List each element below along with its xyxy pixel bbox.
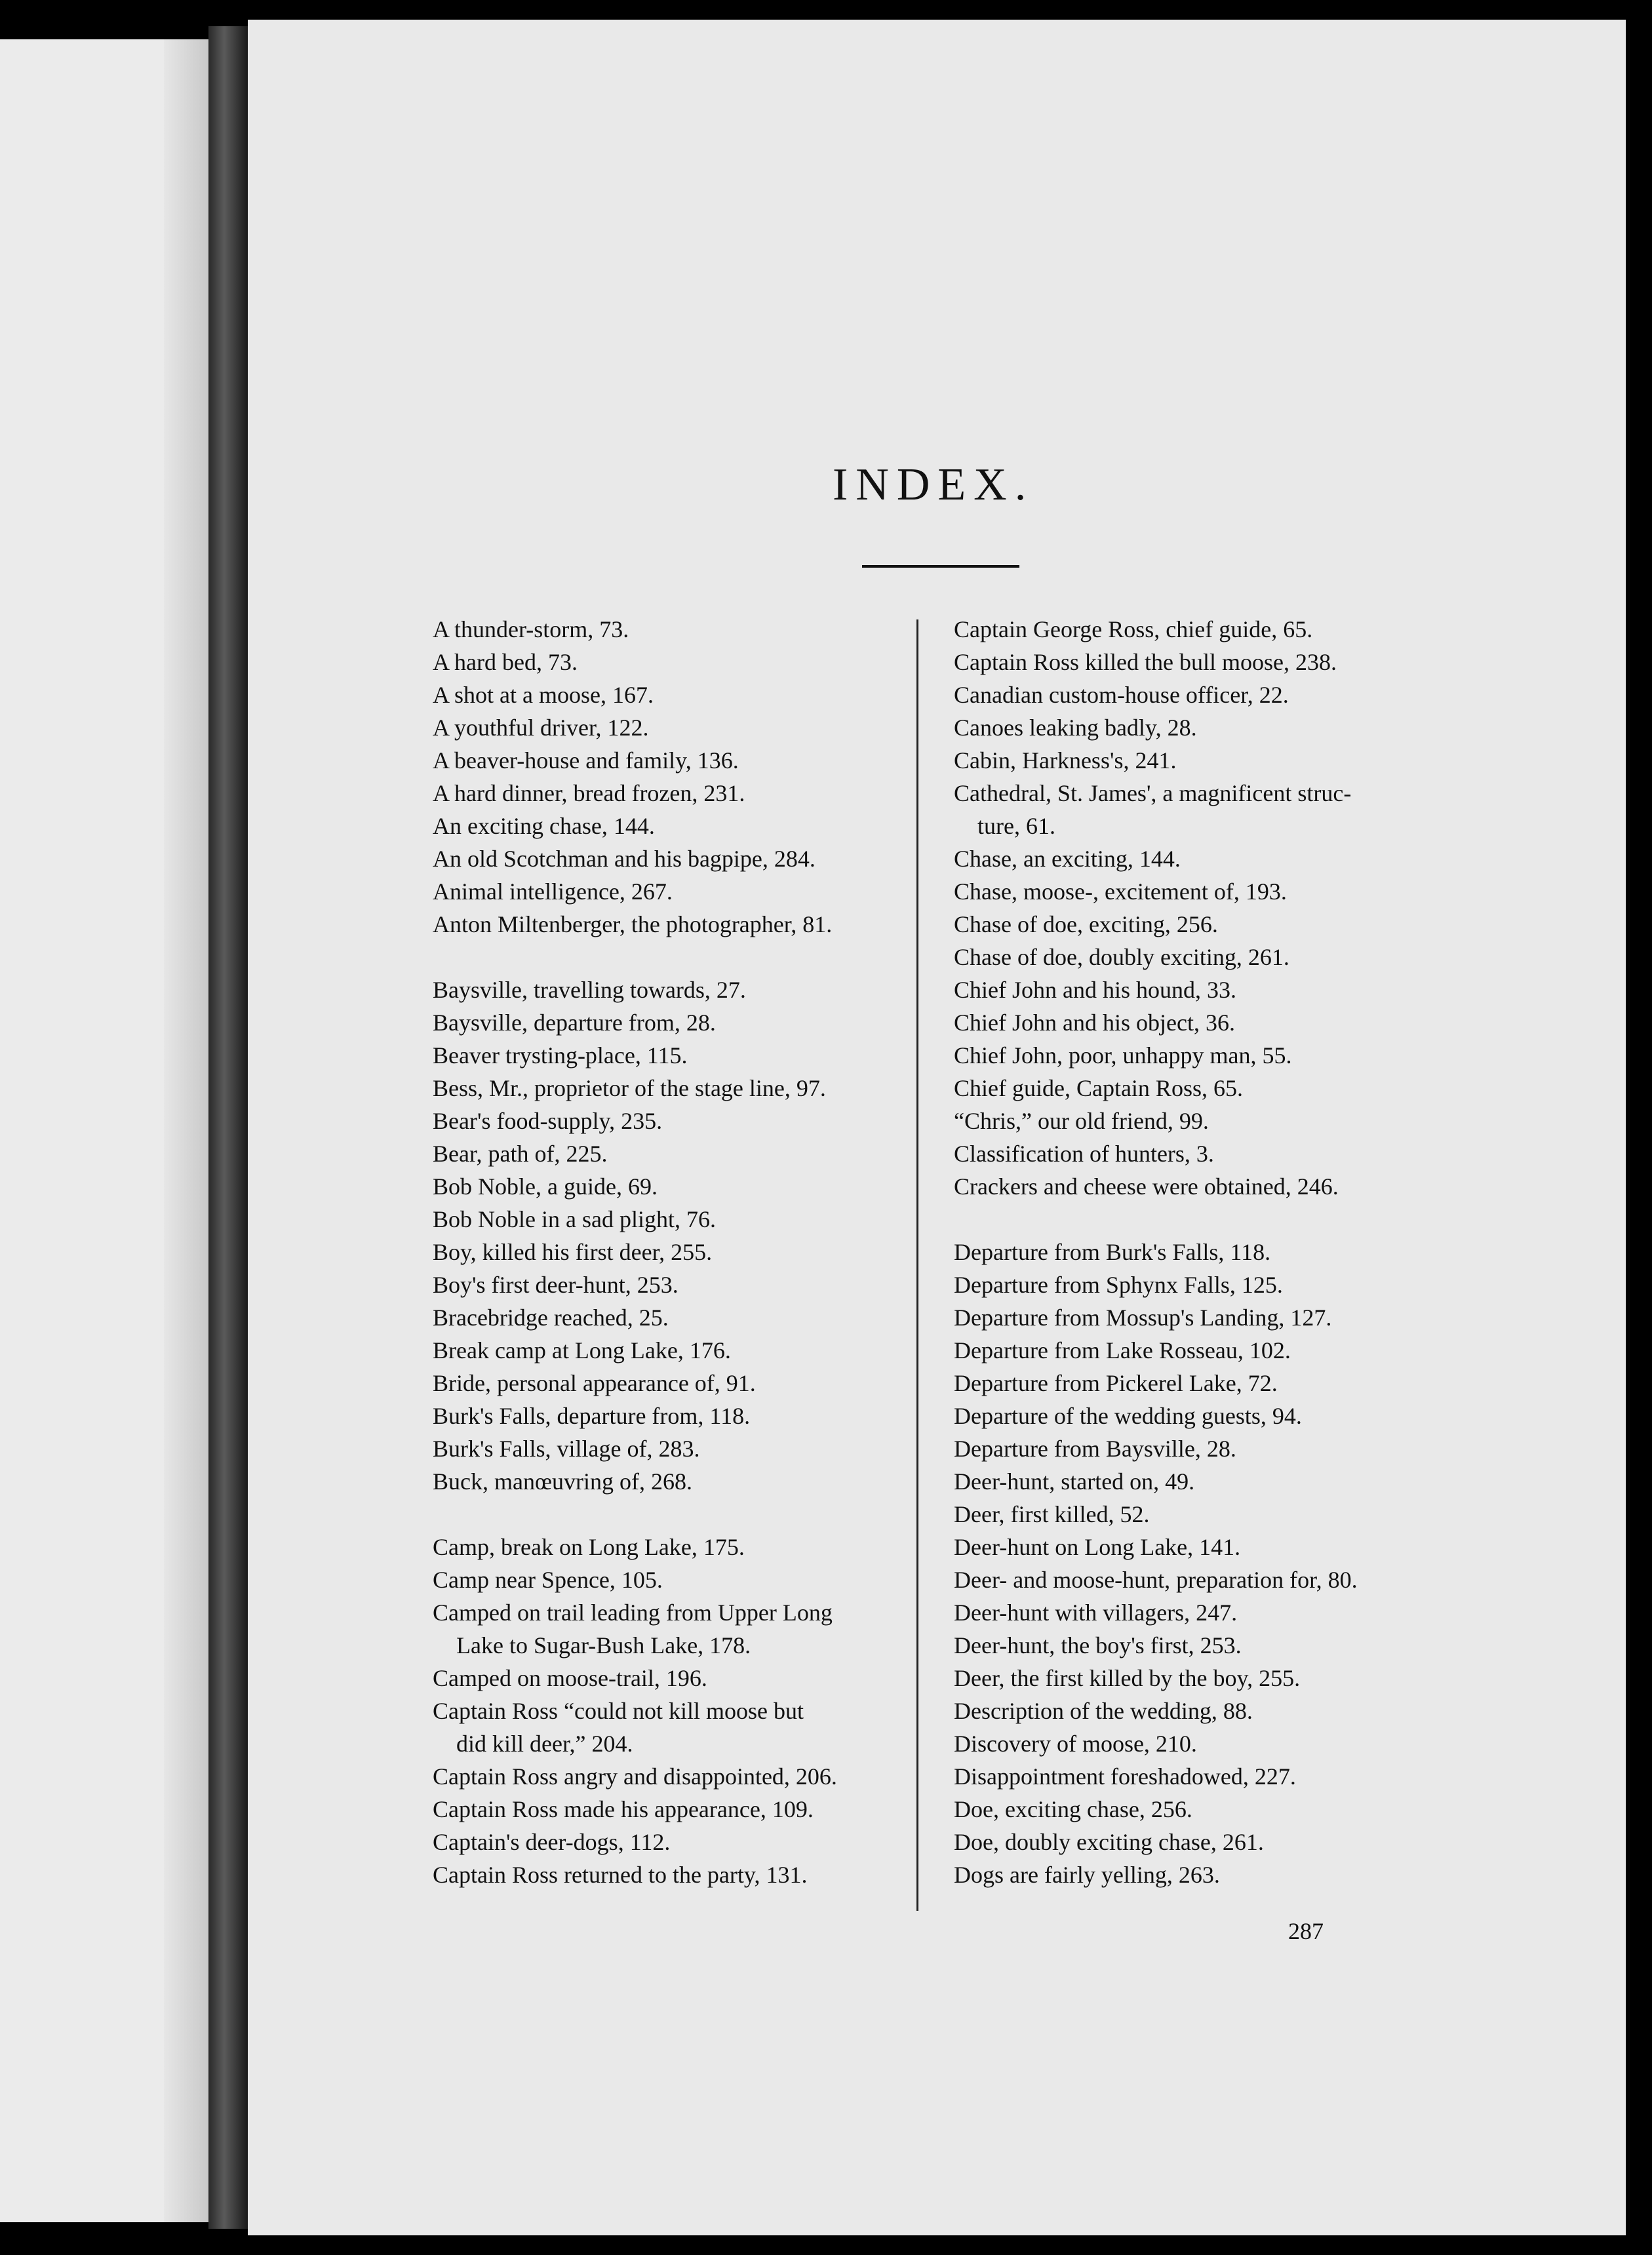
index-entry: Canoes leaking badly, 28.	[954, 715, 1197, 741]
index-entry: Bear's food-supply, 235.	[433, 1108, 663, 1134]
index-entry: Doe, doubly exciting chase, 261.	[954, 1829, 1264, 1855]
index-entry: Canadian custom-house officer, 22.	[954, 682, 1289, 708]
index-entry: Deer, first killed, 52.	[954, 1501, 1150, 1527]
index-entry: Crackers and cheese were obtained, 246.	[954, 1173, 1339, 1200]
index-entry: Description of the wedding, 88.	[954, 1698, 1253, 1724]
index-entry: Boy, killed his first deer, 255.	[433, 1239, 713, 1265]
index-entry: Doe, exciting chase, 256.	[954, 1796, 1192, 1822]
column-divider	[916, 619, 918, 1911]
index-column-left	[433, 613, 931, 1891]
index-entry: Departure from Sphynx Falls, 125.	[954, 1272, 1283, 1298]
index-entry: Cathedral, St. James', a magnificent struc-	[954, 780, 1352, 806]
index-entry: Dogs are fairly yelling, 263.	[954, 1862, 1220, 1888]
index-entry: Chase of doe, doubly exciting, 261.	[954, 944, 1289, 970]
index-entry: Chase, an exciting, 144.	[954, 846, 1181, 872]
index-entry: Classification of hunters, 3.	[954, 1141, 1214, 1167]
index-entry: Captain Ross made his appearance, 109.	[433, 1796, 814, 1822]
index-entry: Beaver trysting-place, 115.	[433, 1042, 688, 1069]
index-entry: Captain Ross “could not kill moose but	[433, 1698, 804, 1724]
index-entry: Anton Miltenberger, the photographer, 81.	[433, 911, 833, 937]
index-entry: Captain Ross angry and disappointed, 206.	[433, 1763, 837, 1790]
index-entry: An old Scotchman and his bagpipe, 284.	[433, 846, 816, 872]
index-entry: Deer- and moose-hunt, preparation for, 80.	[954, 1567, 1358, 1593]
index-entry: Animal intelligence, 267.	[433, 878, 673, 905]
index-entry: A youthful driver, 122.	[433, 715, 649, 741]
index-entry: Departure from Baysville, 28.	[954, 1436, 1236, 1462]
index-entry: Departure from Mossup's Landing, 127.	[954, 1304, 1332, 1331]
index-entry: Break camp at Long Lake, 176.	[433, 1337, 731, 1363]
book-gutter	[208, 26, 248, 2229]
index-entry: Departure from Pickerel Lake, 72.	[954, 1370, 1278, 1396]
index-entry: Deer, the first killed by the boy, 255.	[954, 1665, 1301, 1691]
index-entry: “Chris,” our old friend, 99.	[954, 1108, 1209, 1134]
index-entry: Disappointment foreshadowed, 227.	[954, 1763, 1296, 1790]
index-entry: Bracebridge reached, 25.	[433, 1304, 669, 1331]
index-entry: Bob Noble in a sad plight, 76.	[433, 1206, 716, 1232]
index-entry: Chase, moose-, excitement of, 193.	[954, 878, 1287, 905]
index-entry: Captain Ross returned to the party, 131.	[433, 1862, 808, 1888]
index-entry: Baysville, travelling towards, 27.	[433, 977, 746, 1003]
index-entry: An exciting chase, 144.	[433, 813, 655, 839]
index-entry: A beaver-house and family, 136.	[433, 747, 739, 774]
index-entry: Boy's first deer-hunt, 253.	[433, 1272, 678, 1298]
index-entry: Discovery of moose, 210.	[954, 1731, 1197, 1757]
index-entry: Camped on trail leading from Upper Long	[433, 1599, 833, 1626]
index-entry: Chief John and his hound, 33.	[954, 977, 1236, 1003]
index-entry: Camp, break on Long Lake, 175.	[433, 1534, 745, 1560]
index-entry: Deer-hunt with villagers, 247.	[954, 1599, 1238, 1626]
page-number: 287	[1288, 1918, 1324, 1944]
index-entry: A hard bed, 73.	[433, 649, 578, 675]
index-entry: Deer-hunt on Long Lake, 141.	[954, 1534, 1241, 1560]
index-entry: Buck, manœuvring of, 268.	[433, 1468, 692, 1495]
index-entry: Camped on moose-trail, 196.	[433, 1665, 707, 1691]
index-entry: A shot at a moose, 167.	[433, 682, 654, 708]
index-entry: Chief John and his object, 36.	[954, 1010, 1235, 1036]
index-entry: Burk's Falls, village of, 283.	[433, 1436, 700, 1462]
page-title: INDEX.	[833, 460, 1034, 510]
index-entry: Chief John, poor, unhappy man, 55.	[954, 1042, 1292, 1069]
index-entry: Burk's Falls, departure from, 118.	[433, 1403, 751, 1429]
index-entry: Departure from Burk's Falls, 118.	[954, 1239, 1271, 1265]
index-entry: Captain Ross killed the bull moose, 238.	[954, 649, 1337, 675]
index-entry: Deer-hunt, started on, 49.	[954, 1468, 1195, 1495]
index-entry: Captain George Ross, chief guide, 65.	[954, 616, 1313, 642]
letter-group-gap	[433, 941, 931, 973]
index-entry: Chase of doe, exciting, 256.	[954, 911, 1218, 937]
letter-group-gap	[433, 1498, 931, 1531]
index-entry: did kill deer,” 204.	[433, 1731, 633, 1757]
index-entry: Bob Noble, a guide, 69.	[433, 1173, 658, 1200]
index-entry: Cabin, Harkness's, 241.	[954, 747, 1177, 774]
index-entry: A thunder-storm, 73.	[433, 616, 629, 642]
index-entry: Departure from Lake Rosseau, 102.	[954, 1337, 1291, 1363]
index-entry: Departure of the wedding guests, 94.	[954, 1403, 1302, 1429]
index-entry: Bess, Mr., proprietor of the stage line, 97.	[433, 1075, 826, 1101]
index-entry: Bride, personal appearance of, 91.	[433, 1370, 756, 1396]
index-entry: Baysville, departure from, 28.	[433, 1010, 716, 1036]
index-entry: A hard dinner, bread frozen, 231.	[433, 780, 745, 806]
index-entry: Bear, path of, 225.	[433, 1141, 608, 1167]
index-entry: Deer-hunt, the boy's first, 253.	[954, 1632, 1242, 1658]
title-rule	[862, 565, 1019, 568]
index-entry: Chief guide, Captain Ross, 65.	[954, 1075, 1243, 1101]
index-column-right	[954, 613, 1452, 1891]
index-entry: ture, 61.	[954, 813, 1055, 839]
index-entry: Captain's deer-dogs, 112.	[433, 1829, 671, 1855]
letter-group-gap	[954, 1203, 1452, 1236]
index-entry: Lake to Sugar-Bush Lake, 178.	[433, 1632, 751, 1658]
index-entry: Camp near Spence, 105.	[433, 1567, 663, 1593]
facing-page-shadow	[164, 39, 208, 2222]
